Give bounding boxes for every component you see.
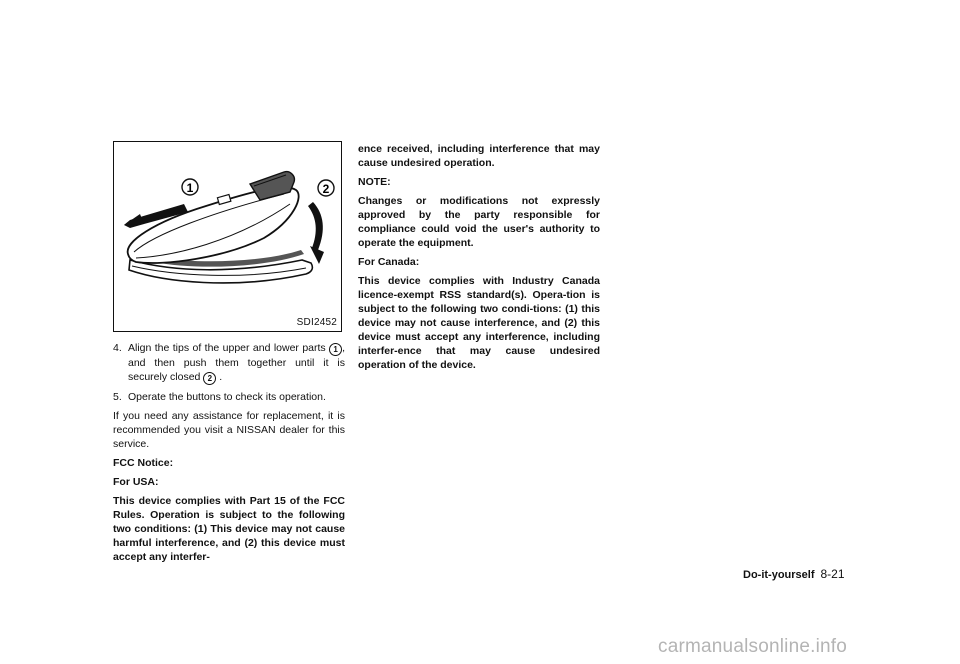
circle-2-icon: 2 (203, 372, 216, 385)
note-heading: NOTE: (358, 176, 391, 188)
page-number: 8-21 (820, 567, 845, 581)
step-5-text: Operate the buttons to check its operation. (128, 391, 326, 403)
usa-compliance-text: This device complies with Part 15 of the FCC Rules. Operation is subject to the following two conditions: (1) This device may not cause harmful interference, and (2) this device must accept any interfer- (113, 495, 345, 563)
step-4 (113, 341, 345, 385)
step-4-text-a: Align the tips of the upper and lower parts (128, 342, 326, 354)
right-column (358, 142, 600, 377)
continued-text: ence received, including interference that may cause undesired operation. (358, 143, 600, 169)
figure-code: SDI2452 (296, 317, 337, 328)
fcc-notice-heading: FCC Notice: (113, 457, 174, 469)
note-text: Changes or modifications not expressly approved by the party responsible for compliance could void the user's authority to operate the equipment. (358, 195, 600, 249)
callout-2: 2 (322, 182, 330, 196)
for-canada-heading: For Canada: (358, 256, 420, 268)
canada-compliance-text: This device complies with Industry Canada licence-exempt RSS standard(s). Opera-tion is subject to the following two condi-tions: (1) this device may not cause interference, and (2) this device must accept any interference, including interfer-ence that may cause undesired operation of the device. (358, 275, 600, 371)
left-column (113, 341, 345, 569)
callout-1: 1 (186, 181, 194, 195)
step-5 (113, 390, 345, 404)
section-title: Do-it-yourself (743, 569, 815, 581)
assistance-paragraph: If you need any assistance for replacement, it is recommended you visit a NISSAN dealer for this service. (113, 410, 345, 450)
arrow-down-icon (308, 202, 323, 250)
key-fob-illustration (113, 141, 342, 332)
step-4-number: 4. (113, 342, 122, 354)
step-4-text-c: . (219, 371, 223, 383)
step-4-text-b: , and then push them together until it is securely closed (128, 342, 345, 383)
step-5-number: 5. (113, 391, 122, 403)
circle-1-icon: 1 (329, 343, 342, 356)
for-usa-heading: For USA: (113, 476, 159, 488)
page-footer (743, 567, 845, 581)
key-fob-drawing (114, 142, 341, 331)
watermark: carmanualsonline.info (658, 636, 848, 657)
